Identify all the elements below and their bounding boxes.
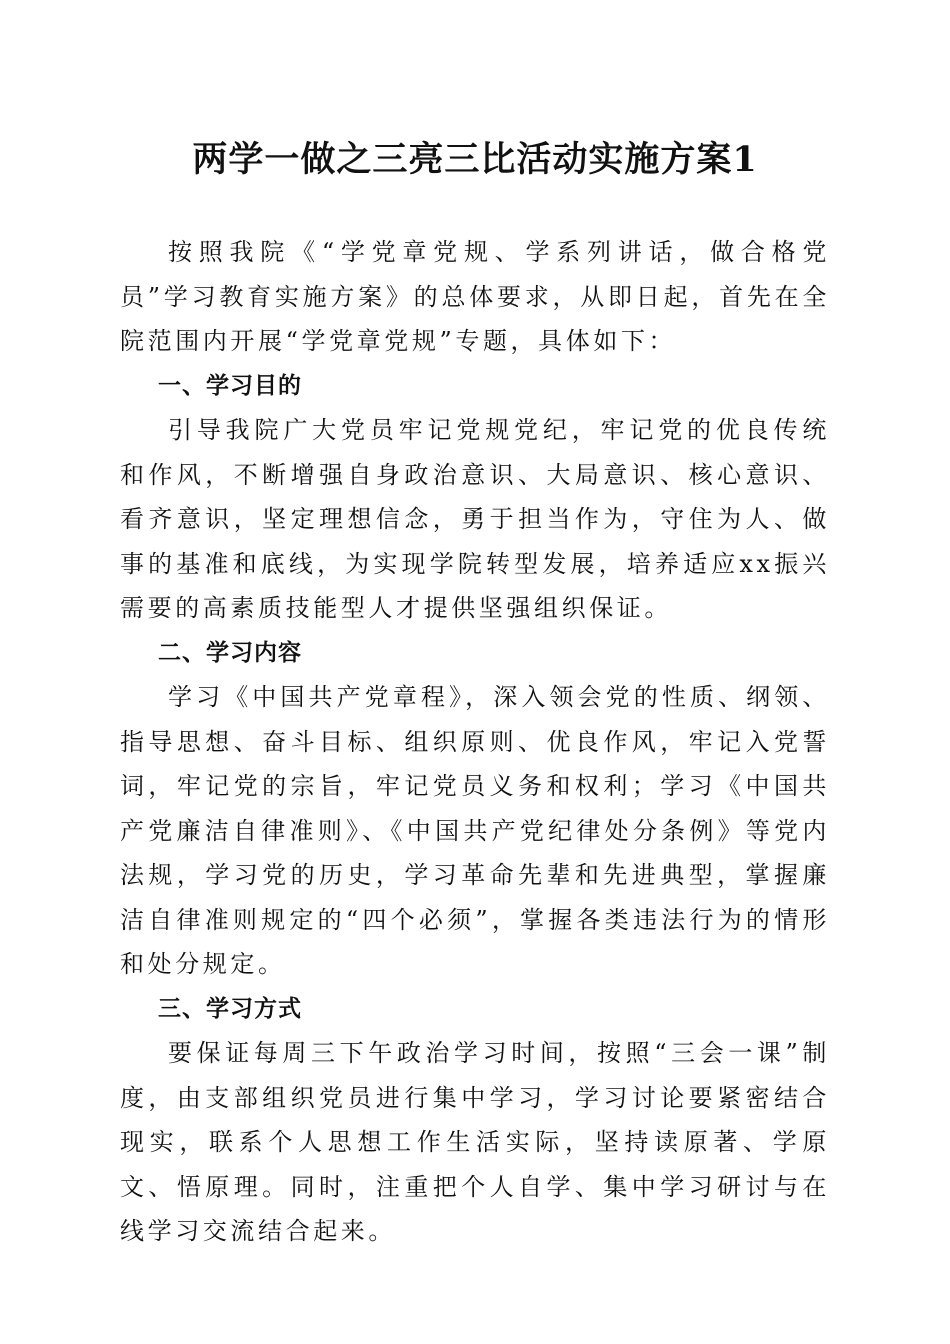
section-heading-content: 二、学习内容 (158, 639, 302, 666)
section-body-purpose: 引导我院广大党员牢记党规党纪，牢记党的优良传统和作风，不断增强自身政治意识、大局意识、核心意识、看齐意识，坚定理想信念，勇于担当作为，守住为人、做事的基准和底线，为实现学院转型发展，培养适应xx振兴需要的高素质技能型人才提供坚强组织保证。 (120, 416, 830, 622)
intro-paragraph: 按照我院《“学党章党规、学系列讲话，做合格党员”学习教育实施方案》的总体要求，从即日起，首先在全院范围内开展“学党章党规”专题，具体如下： (120, 238, 830, 355)
document-body (120, 230, 830, 1254)
document-title: 两学一做之三亮三比活动实施方案1 (192, 139, 758, 180)
section-body-content: 学习《中国共产党章程》，深入领会党的性质、纲领、指导思想、奋斗目标、组织原则、优良作风，牢记入党誓词，牢记党的宗旨，牢记党员义务和权利；学习《中国共产党廉洁自律准则》、《中国共产党纪律处分条例》等党内法规，学习党的历史，学习革命先辈和先进典型，掌握廉洁自律准则规定的“四个必须”，掌握各类违法行为的情形和处分规定。 (120, 683, 830, 978)
section-heading-method: 三、学习方式 (158, 995, 302, 1022)
section-heading-purpose: 一、学习目的 (158, 372, 302, 399)
section-body-method: 要保证每周三下午政治学习时间，按照“三会一课”制度，由支部组织党员进行集中学习，学习讨论要紧密结合现实，联系个人思想工作生活实际，坚持读原著、学原文、悟原理。同时，注重把个人自学、集中学习研讨与在线学习交流结合起来。 (120, 1039, 830, 1245)
